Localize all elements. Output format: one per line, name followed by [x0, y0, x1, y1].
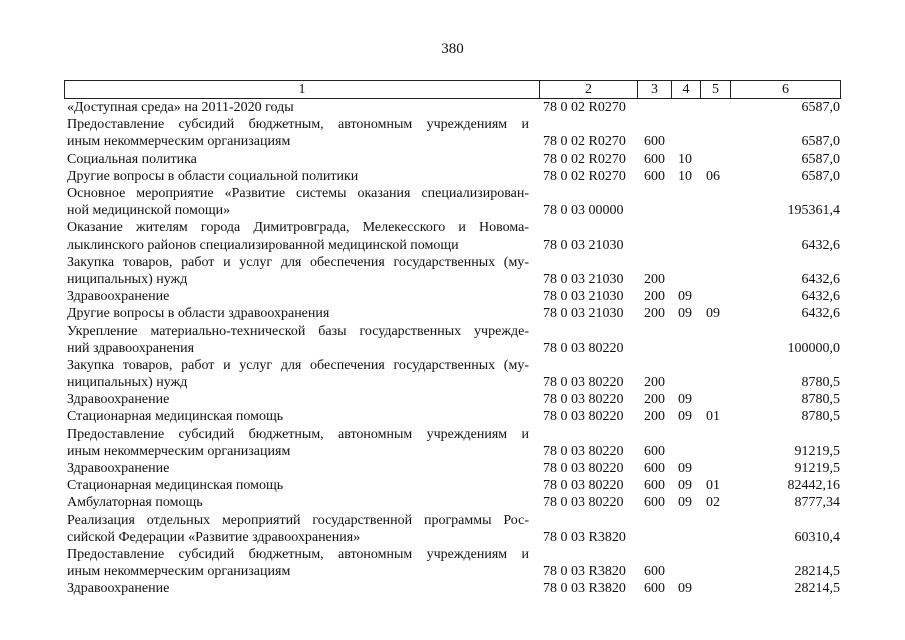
row-code: 78 0 03 00000 [543, 203, 624, 219]
row-amount: 91219,5 [794, 443, 840, 459]
row-amount: 6587,0 [801, 151, 840, 167]
row-description-line: Стационарная медицинская помощь [67, 409, 284, 425]
row-col-5: 01 [706, 409, 720, 425]
row-code: 78 0 03 21030 [543, 306, 624, 322]
row-description [67, 288, 529, 305]
row-col-4: 09 [678, 306, 692, 322]
table-row [0, 546, 905, 580]
header-col-5: 5 [701, 81, 731, 98]
table-row [0, 254, 905, 288]
row-description-line: ний здравоохранения [67, 340, 195, 356]
row-description [67, 116, 529, 150]
row-amount: 6432,6 [801, 306, 840, 322]
row-amount: 6587,0 [801, 100, 840, 115]
row-description [67, 305, 529, 322]
row-col-4: 09 [678, 461, 692, 477]
row-code: 78 0 03 80220 [543, 443, 624, 459]
table-row [0, 408, 905, 425]
row-description-line: Закупка товаров, работ и услуг для обеспечения государственных (му- [67, 254, 529, 270]
row-description-line: Здравоохранение [67, 581, 170, 597]
row-code: 78 0 03 R3820 [543, 564, 626, 580]
row-description [67, 168, 529, 185]
row-description-line: ниципальных) нужд [67, 375, 188, 391]
row-description [67, 357, 529, 391]
table-row [0, 305, 905, 322]
row-code: 78 0 02 R0270 [543, 168, 626, 184]
row-description-line: Оказание жителям города Димитровграда, Мелекесского и Новома- [67, 220, 529, 236]
row-code: 78 0 03 21030 [543, 271, 624, 287]
row-code: 78 0 03 80220 [543, 392, 624, 408]
table-row [0, 185, 905, 219]
row-description-line: Реализация отдельных мероприятий государственной программы Рос- [67, 512, 529, 528]
row-col-4: 09 [678, 409, 692, 425]
row-code: 78 0 03 80220 [543, 340, 624, 356]
row-col-3: 200 [644, 392, 665, 408]
row-amount: 8780,5 [801, 392, 840, 408]
row-description [67, 219, 529, 253]
row-amount: 195361,4 [787, 203, 840, 219]
table-row [0, 391, 905, 408]
row-description [67, 580, 529, 597]
table-header [64, 80, 841, 99]
row-code: 78 0 02 R0270 [543, 100, 626, 115]
row-col-3: 200 [644, 306, 665, 322]
row-amount: 60310,4 [794, 529, 840, 545]
row-col-3: 600 [644, 134, 665, 150]
row-col-4: 09 [678, 495, 692, 511]
row-col-5: 02 [706, 495, 720, 511]
row-code: 78 0 03 80220 [543, 495, 624, 511]
row-col-4: 09 [678, 581, 692, 597]
row-description-line: Предоставление субсидий бюджетным, автономным учреждениям и [67, 117, 529, 133]
table-row [0, 580, 905, 597]
header-col-6: 6 [782, 82, 789, 97]
row-amount: 8780,5 [801, 375, 840, 391]
table-row [0, 116, 905, 150]
row-col-3: 600 [644, 564, 665, 580]
row-amount: 6432,6 [801, 271, 840, 287]
row-col-4: 10 [678, 151, 692, 167]
table-row [0, 323, 905, 357]
row-description [67, 512, 529, 546]
row-description [67, 254, 529, 288]
row-col-5: 09 [706, 306, 720, 322]
row-description-line: «Доступная среда» на 2011-2020 годы [67, 100, 294, 115]
row-col-3: 200 [644, 375, 665, 391]
header-col-4: 4 [672, 81, 701, 98]
row-description-line: Стационарная медицинская помощь [67, 478, 284, 494]
table-row [0, 168, 905, 185]
row-amount: 8780,5 [801, 409, 840, 425]
row-description-line: Социальная политика [67, 151, 197, 167]
row-description-line: иным некоммерческим организациям [67, 443, 291, 459]
table-row [0, 512, 905, 546]
row-col-3: 600 [644, 478, 665, 494]
row-col-4: 09 [678, 478, 692, 494]
row-amount: 8777,34 [794, 495, 840, 511]
table-row [0, 288, 905, 305]
row-description [67, 99, 529, 116]
row-code: 78 0 03 21030 [543, 289, 624, 305]
row-col-3: 600 [644, 443, 665, 459]
row-col-4: 09 [678, 289, 692, 305]
header-col-2: 2 [540, 81, 638, 98]
row-col-3: 600 [644, 168, 665, 184]
table-row [0, 494, 905, 511]
row-amount: 100000,0 [787, 340, 840, 356]
row-description [67, 460, 529, 477]
row-description-line: Здравоохранение [67, 461, 170, 477]
row-col-3: 200 [644, 289, 665, 305]
row-description-line: Здравоохранение [67, 392, 170, 408]
row-col-4: 09 [678, 392, 692, 408]
row-description [67, 391, 529, 408]
table-row [0, 99, 905, 116]
row-description-line: сийской Федерации «Развитие здравоохранения» [67, 529, 361, 545]
row-code: 78 0 03 80220 [543, 461, 624, 477]
table-row [0, 426, 905, 460]
row-col-3: 200 [644, 271, 665, 287]
row-description-line: Укрепление материально-технической базы государственных учрежде- [67, 323, 529, 339]
row-description [67, 185, 529, 219]
row-col-4: 10 [678, 168, 692, 184]
row-code: 78 0 02 R0270 [543, 151, 626, 167]
table-row [0, 219, 905, 253]
header-col-3: 3 [638, 81, 672, 98]
row-description-line: ниципальных) нужд [67, 271, 188, 287]
row-code: 78 0 03 80220 [543, 375, 624, 391]
row-col-5: 06 [706, 168, 720, 184]
row-description-line: Здравоохранение [67, 289, 170, 305]
row-col-5: 01 [706, 478, 720, 494]
row-description [67, 408, 529, 425]
table-row [0, 477, 905, 494]
row-col-3: 600 [644, 461, 665, 477]
row-description-line: Другие вопросы в области здравоохранения [67, 306, 330, 322]
row-code: 78 0 03 80220 [543, 409, 624, 425]
row-code: 78 0 03 R3820 [543, 581, 626, 597]
row-col-3: 600 [644, 151, 665, 167]
row-col-3: 600 [644, 495, 665, 511]
table-body [0, 99, 905, 598]
row-description [67, 477, 529, 494]
row-code: 78 0 03 80220 [543, 478, 624, 494]
row-description-line: лыклинского районов специализированной медицинской помощи [67, 237, 459, 253]
row-amount: 82442,16 [787, 478, 840, 494]
row-description [67, 494, 529, 511]
table-row [0, 151, 905, 168]
row-col-3: 200 [644, 409, 665, 425]
table-row [0, 460, 905, 477]
row-amount: 6432,6 [801, 237, 840, 253]
header-col-1: 1 [65, 81, 540, 98]
row-description-line: Предоставление субсидий бюджетным, автономным учреждениям и [67, 547, 529, 562]
row-description-line: Закупка товаров, работ и услуг для обеспечения государственных (му- [67, 357, 529, 373]
table-row [0, 357, 905, 391]
row-description [67, 151, 529, 168]
row-amount: 28214,5 [794, 581, 840, 597]
row-description-line: Амбулаторная помощь [67, 495, 203, 511]
row-description-line: Предоставление субсидий бюджетным, автономным учреждениям и [67, 426, 529, 442]
row-description-line: ной медицинской помощи» [67, 203, 231, 219]
row-code: 78 0 03 21030 [543, 237, 624, 253]
row-code: 78 0 03 R3820 [543, 529, 626, 545]
row-description-line: иным некоммерческим организациям [67, 564, 291, 580]
row-description [67, 546, 529, 580]
page-number: 380 [441, 41, 464, 57]
row-col-3: 600 [644, 581, 665, 597]
row-description [67, 323, 529, 357]
row-amount: 6587,0 [801, 134, 840, 150]
row-code: 78 0 02 R0270 [543, 134, 626, 150]
row-description-line: иным некоммерческим организациям [67, 134, 291, 150]
row-description-line: Другие вопросы в области социальной политики [67, 168, 359, 184]
row-amount: 6432,6 [801, 289, 840, 305]
row-amount: 6587,0 [801, 168, 840, 184]
row-amount: 91219,5 [794, 461, 840, 477]
row-amount: 28214,5 [794, 564, 840, 580]
row-description [67, 426, 529, 460]
row-description-line: Основное мероприятие «Развитие системы оказания специализирован- [67, 185, 529, 201]
